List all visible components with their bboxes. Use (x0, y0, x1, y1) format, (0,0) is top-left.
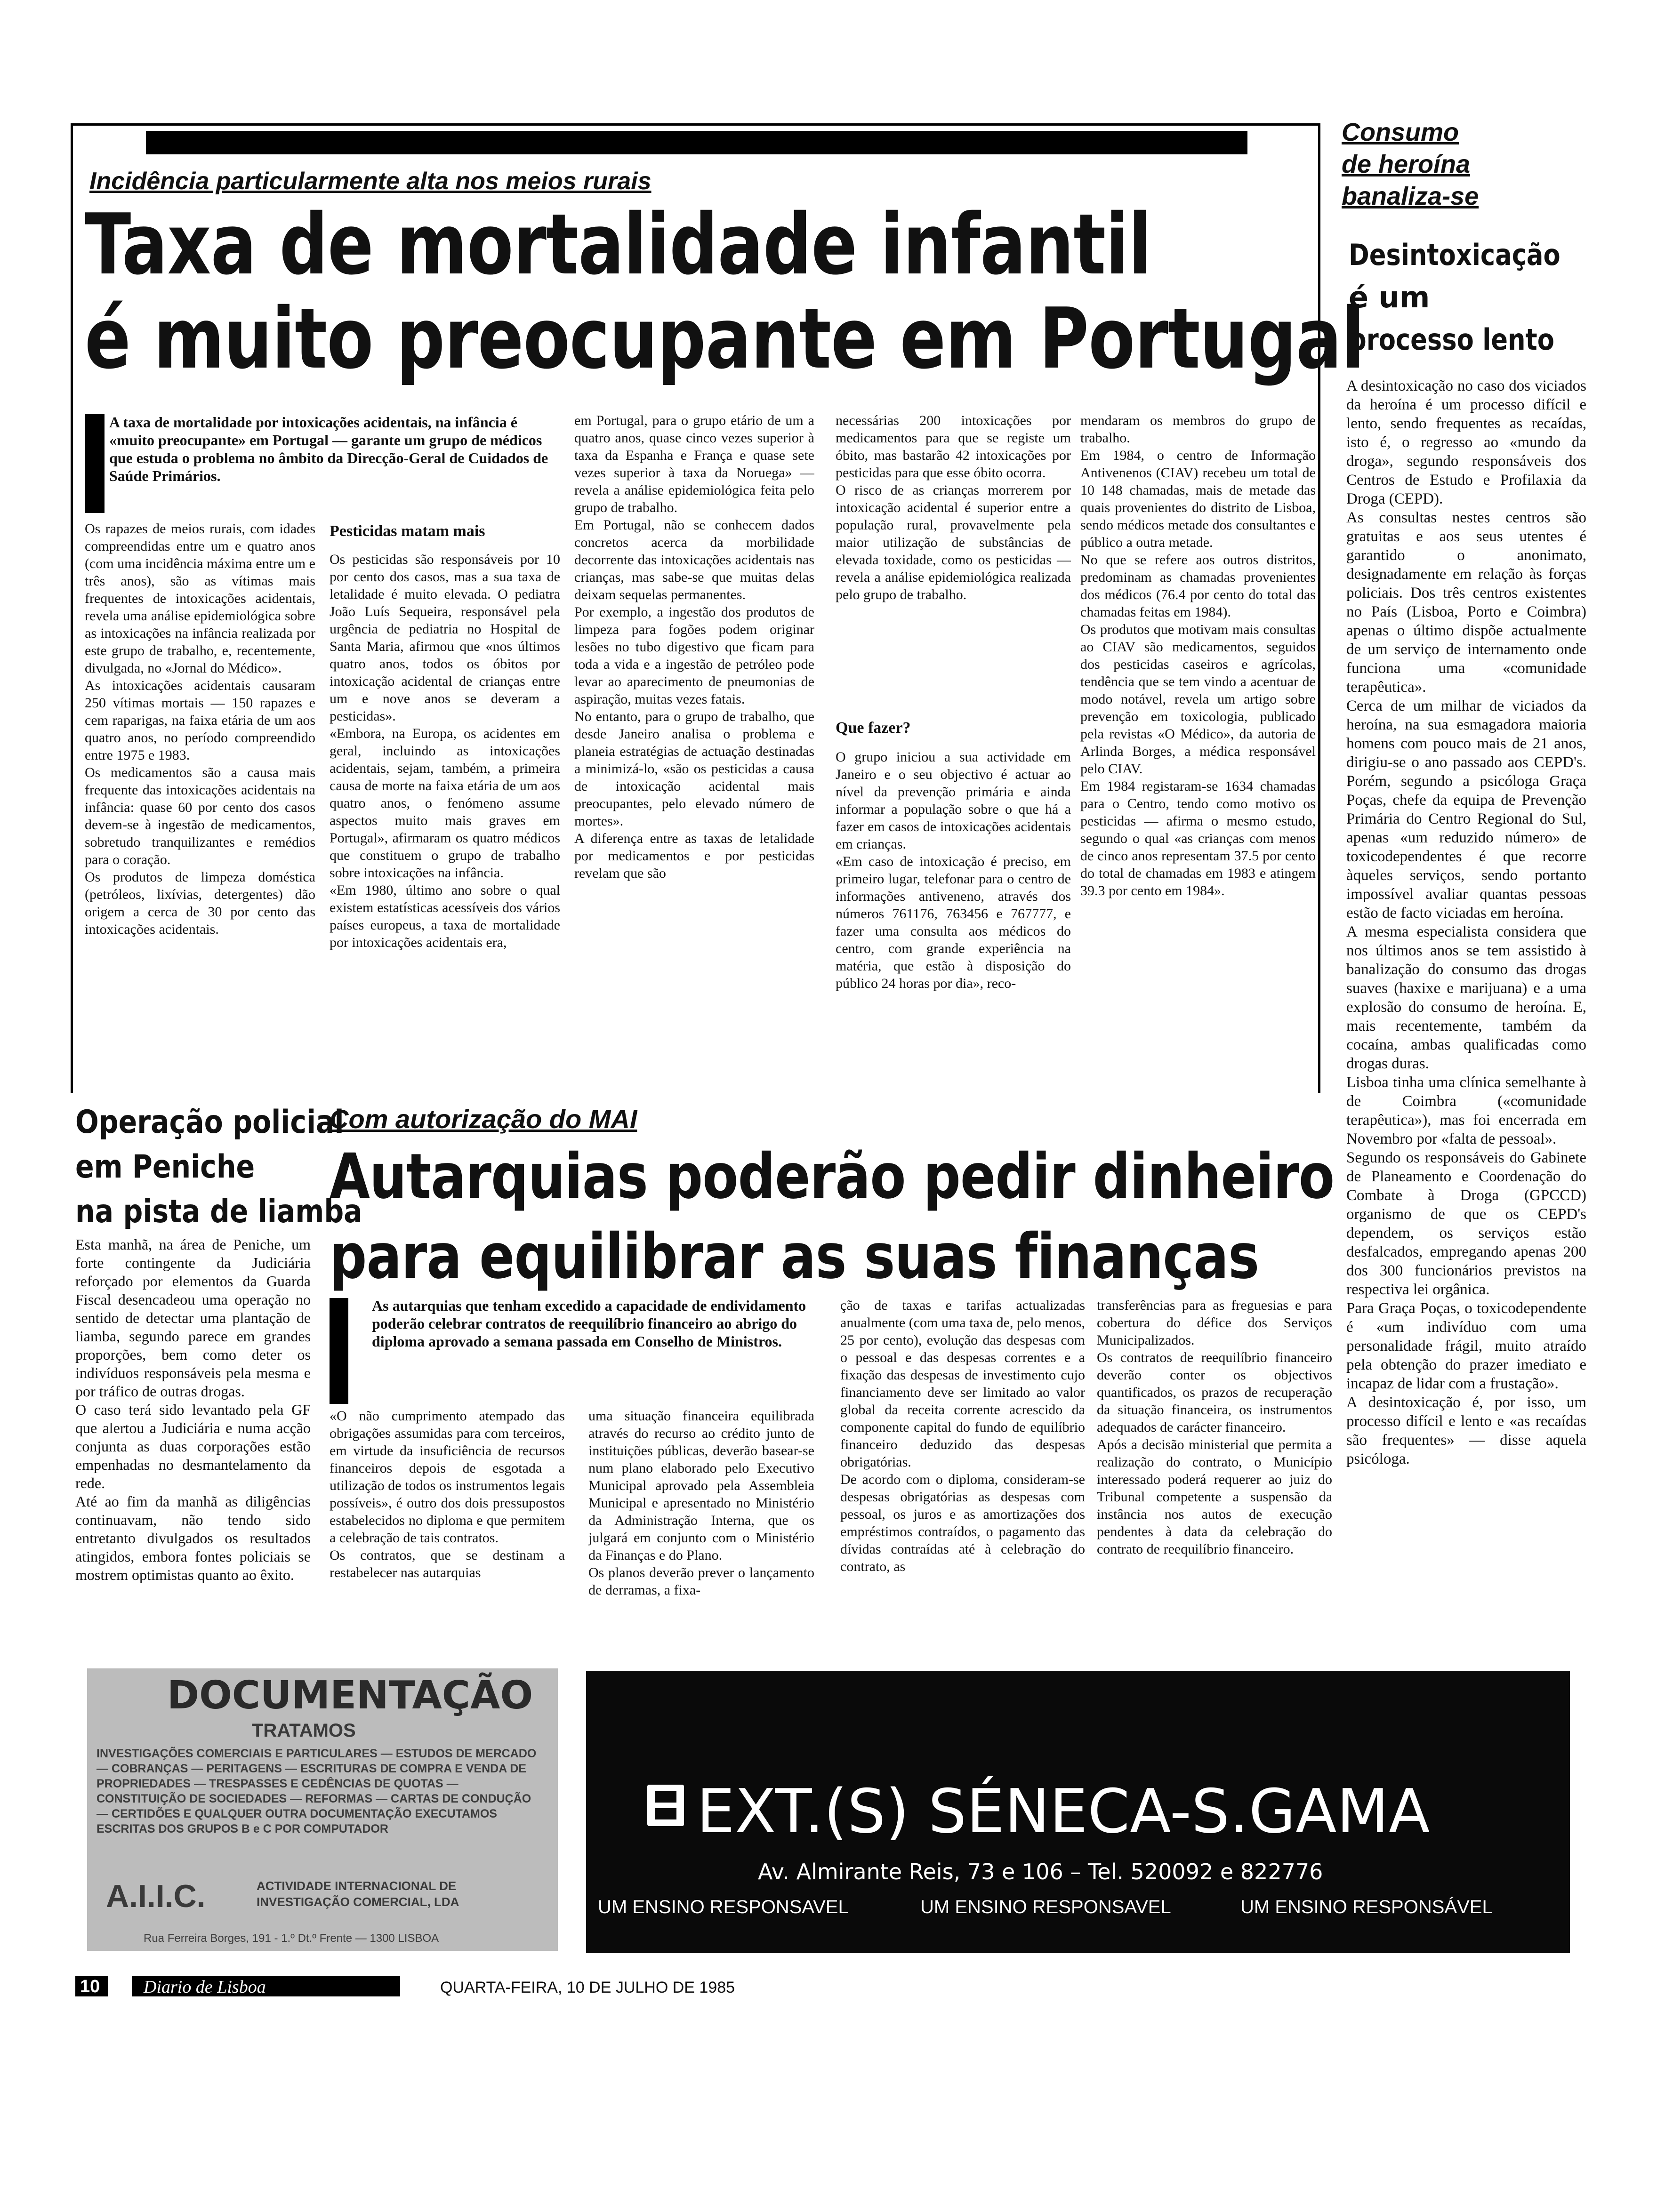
ad-seneca-logo-icon (647, 1785, 684, 1826)
autarquias-col-4: transferências para as freguesias e para cobertura do défice dos Serviços Municipalizados. Os contratos de reequilíbrio financeiro deverão conter os objectivos quantificados, os prazos de recuperação da situação financeira, os instrumentos adequados de carácter financeiro. Após a decisão ministerial que permita a realização do contrato, o Município interessado poderá requerer ao juiz do Tribunal competente a suspensão da instância nos autos de execução pendentes à data da celebração do contrato de reequilíbrio financeiro. (1097, 1298, 1332, 1557)
ad-doc-title: DOCUMENTAÇÃO (167, 1673, 533, 1718)
ad-seneca-slogan-2: UM ENSINO RESPONSAVEL (920, 1897, 1171, 1917)
ad-doc-body: INVESTIGAÇÕES COMERCIAIS E PARTICULARES — ESTUDOS DE MERCADO — COBRANÇAS — PERITAGENS — ESCRITURAS DE COMPRA E VENDA DE PROPRIEDADES — TRESPASSES E CEDÊNCIAS DE QUOTAS — CONSTITUIÇÃO DE SOCIEDADES — REFORMAS — CARTAS DE CONDUÇÃO — CERTIDÕES E QUALQUER OUTRA DOCUMENTAÇÃO EXECUTAMOS ESCRITAS DOS GRUPOS B e C POR COMPUTADOR (97, 1747, 537, 1835)
ad-seneca-slogan-1: UM ENSINO RESPONSAVEL (598, 1897, 849, 1917)
article-frame-left (71, 123, 73, 1093)
sidebar-kicker-1: Consumo (1342, 118, 1459, 146)
ad-seneca-address: Av. Almirante Reis, 73 e 106 – Tel. 520092 e 822776 (758, 1859, 1323, 1884)
main-col-1: Os rapazes de meios rurais, com idades compreendidas entre um e quatro anos (com uma incidência máxima entre um e três anos), são as vítimas mais frequentes de intoxicações acidentais, revela uma análise epidemiológica sobre as intoxicações na infância realizada por este grupo de trabalho, e, recentemente, divulgada, no «Jornal do Médico». As intoxicações acidentais causaram 250 vítimas mortais — 150 rapazes e cem raparigas, na faixa etária de um aos quatro anos, no período compreendido entre 1975 e 1983. Os medicamentos são a causa mais frequente das intoxicações acidentais na infância: quase 60 por cento dos casos devem-se à ingestão de medicamentos, sobretudo tranquilizantes e remédios para o coração. Os produtos de limpeza doméstica (petróleos, lixívias, detergentes) dão origem a cerca de 30 por cento das intoxicações acidentais. (85, 521, 315, 937)
main-col-5: mendaram os membros do grupo de trabalho. Em 1984, o centro de Informação Antivenenos (CIAV) recebeu um total de 10 148 chamadas, mais de metade das quais provenientes do distrito de Lisboa, sendo médicos metade dos consultantes e público a outra metade. No que se refere aos outros distritos, predominam as chamadas provenientes dos médicos (76.4 por cento do total das chamadas feitas em 1984). Os produtos que motivam mais consultas ao CIAV são medicamentos, seguidos dos pesticidas caseiros e agrícolas, tendência que se tem vindo a acentuar de modo notável, revela um artigo sobre prevenção em toxicologia, publicado pela revistas «O Médico», da autoria de Arlinda Borges, a médica responsável pelo CIAV. Em 1984 registaram-se 1634 chamadas para o Centro, tendo como motivo os pesticidas — afirma o mesmo estudo, segundo o qual «as crianças com menos de cinco anos representam 37.5 por cento do total de chamadas em 1983 e atingem 39.3 por cento em 1984». (1080, 413, 1316, 898)
ad-documentacao (87, 1668, 558, 1951)
ad-doc-address: Rua Ferreira Borges, 191 - 1.º Dt.º Frente — 1300 LISBOA (144, 1932, 439, 1945)
sidebar-body: A desintoxicação no caso dos viciados da heroína é um processo difícil e lento, sendo frequentes as recaídas, isto é, o regresso ao «mundo da droga», segundo responsáveis dos Centros de Estudo e Profilaxia da Droga (CEPD). As consultas nestes centros são gratuitas e aos seus utentes é garantido o anonimato, designadamente em relação às forças policiais. Dos três centros existentes no País (Lisboa, Porto e Coimbra) apenas o último dispõe actualmente de um serviço de internamento onde funciona uma «comunidade terapêutica». Cerca de um milhar de viciados da heroína, na sua esmagadora maioria homens com pouco mais de 21 anos, dirigiu-se o ano passado aos CEPD's. Porém, segundo a psicóloga Graça Poças, chefe da equipa de Prevenção Primária do Centro Regional do Sul, apenas «um reduzido número» de toxicodependentes é que recorre àqueles serviços, sendo portanto impossível avaliar quantas pessoas estão de facto viciadas em heroína. A mesma especialista considera que nos últimos anos se tem assistido à banalização do consumo das drogas suaves (haxixe e marijuana) e a uma explosão do consumo de heroína. E, mais recentemente, também da cocaína, ambas qualificadas como drogas duras. Lisboa tinha uma clínica semelhante à de Coimbra («comunidade terapêutica»), mas foi encerrada em Novembro por «falta de pessoal». Segundo os responsáveis do Gabinete de Planeamento e Coordenação do Combate à Droga (GPCCD) organismo de que os CEPD's dependem, os serviços estão desfalcados, empregando apenas 200 dos 300 funcionários previstos na respectiva lei orgânica. Para Graça Poças, o toxicodependente é «um indivíduo com uma personalidade frágil, muito atraído pela obtenção do prazer imediato e incapaz de lidar com a frustação». A desintoxicação é, por isso, um processo difícil e lento e «as recaídas são frequentes» — disse aquela psicóloga. (1346, 377, 1586, 1467)
masthead-text: Diario de Lisboa (144, 1977, 266, 1997)
masthead (132, 1976, 400, 1996)
sidebar-headline-2: é um (1349, 280, 1430, 314)
autarquias-lede: As autarquias que tenham excedido a capacidade de endividamento poderão celebrar contratos de reequilíbrio financeiro ao abrigo do diploma aprovado a semana passada em Conselho de Ministros. (372, 1297, 806, 1350)
main-headline-line1: Taxa de mortalidade infantil (85, 196, 1151, 293)
peniche-headline-2: em Peniche (75, 1148, 255, 1186)
main-col-2-subhead: Pesticidas matam mais (330, 522, 485, 540)
footer-date: QUARTA-FEIRA, 10 DE JULHO DE 1985 (440, 1979, 735, 1996)
main-lede: A taxa de mortalidade por intoxicações acidentais, na infância é «muito preocupante» em Portugal — garante um grupo de médicos que estuda o problema no âmbito da Direcção-Geral de Cuidados de Saúde Primários. (109, 414, 548, 484)
peniche-headline-1: Operação policial (75, 1104, 344, 1141)
ad-seneca (586, 1671, 1570, 1953)
sidebar-kicker-2: de heroína (1342, 150, 1471, 178)
article-frame-right (1318, 123, 1320, 1093)
autarquias-headline-line1: Autarquias poderão pedir dinheiro (330, 1140, 1335, 1213)
main-col-4-subhead: Que fazer? (836, 719, 911, 737)
peniche-headline-3: na pista de liamba (75, 1193, 362, 1230)
article-frame-top (71, 123, 1320, 126)
black-banner (146, 131, 1247, 154)
ad-doc-company: ACTIVIDADE INTERNACIONAL DE INVESTIGAÇÃO COMERCIAL, LDA (257, 1879, 459, 1909)
main-dropcap (85, 414, 105, 513)
autarquias-dropcap (330, 1298, 348, 1404)
main-headline-line2: é muito preocupante em Portugal (85, 290, 1365, 387)
autarquias-headline-line2: para equilibrar as suas finanças (330, 1220, 1259, 1293)
main-col-3: em Portugal, para o grupo etário de um a quatro anos, quase cinco vezes superior à taxa da Espanha e França e quase sete vezes superior à taxa da Noruega» — revela a análise epidemiológica feita pelo grupo de trabalho. Em Portugal, não se conhecem dados concretos acerca da morbilidade decorrente das intoxicações acidentais nas crianças, mas sabe-se que muitas delas deixam sequelas permanentes. Por exemplo, a ingestão dos produtos de limpeza para fogões podem originar lesões no tubo digestivo que ficam para toda a vida e a ingestão de petróleo pode levar ao aparecimento de pneumonias de aspiração, muitas vezes fatais. No entanto, para o grupo de trabalho, que desde Janeiro analisa o problema e planeia estratégias de actuação destinadas a minimizá-lo, «são os pesticidas a causa de intoxicação acidental mais preocupantes, pelo elevado número de mortes». A diferença entre as taxas de letalidade por medicamentos e por pesticidas revelam que são (574, 413, 814, 881)
peniche-body: Esta manhã, na área de Peniche, um forte contingente da Judiciária reforçado por elementos da Guarda Fiscal desencadeou uma operação no sentido de detectar uma plantação de liamba, segundo parece em grandes proporções, bem como deter os indivíduos responsáveis pela mesma e por tráfico de outras drogas. O caso terá sido levantado pela GF que alertou a Judiciária e numa acção conjunta as duas corporações estão empenhadas no desmantelamento da rede. Até ao fim da manhã as diligências continuavam, não tendo sido entretanto divulgados os resultados atingidos, embora fontes policiais se mostrem optimistas quanto ao êxito. (75, 1236, 311, 1583)
main-col-4a: necessárias 200 intoxicações por medicamentos para que se registe um óbito, mas bastarão 42 intoxicações por pesticidas para que esse óbito ocorra. O risco de as crianças morrerem por intoxicação acidental é superior entre a população rural, provavelmente pela maior utilização de substâncias de elevada toxidade, como os pesticidas — revela a análise epidemiológica realizada pelo grupo de trabalho. (836, 413, 1071, 602)
autarquias-col-2: uma situação financeira equilibrada através do recurso ao crédito junto de instituições públicas, deverão basear-se num plano elaborado pelo Executivo Municipal aprovado pela Assembleia Municipal e apresentado no Ministério da Administração Interna, que os julgará em conjunto com o Ministério da Finanças e do Plano. Os planos deverão prever o lançamento de derramas, a fixa- (588, 1408, 814, 1598)
main-col-2: Os pesticidas são responsáveis por 10 por cento dos casos, mas a sua taxa de letalidade é muito elevada. O pediatra João Luís Sequeira, responsável pela urgência de pediatria no Hospital de Santa Maria, afirmou que «nos últimos quatro anos, todos os óbitos por intoxicação acidental de crianças entre um e nove anos se deveram a pesticidas». «Embora, na Europa, os acidentes em geral, incluindo as intoxicações acidentais, sejam, também, a primeira causa de morte na faixa etária de um aos quatro anos, o fenómeno assume aspectos muito mais graves em Portugal», afirmaram os quatro médicos que constituem o grupo de trabalho sobre intoxicações na infância. «Em 1980, último ano sobre o qual existem estatísticas acessíveis dos vários países europeus, a taxa de mortalidade por intoxicações acidentais era, (330, 552, 560, 950)
autarquias-kicker: Com autorização do MAI (330, 1104, 637, 1134)
sidebar-headline-1: Desintoxicação (1349, 238, 1560, 272)
main-col-4b: O grupo iniciou a sua actividade em Janeiro e o seu objectivo é actuar ao nível da prevenção primária e ainda informar a população sobre o que há a fazer em casos de intoxicações acidentais em crianças. «Em caso de intoxicação é preciso, em primeiro lugar, telefonar para o centro de informações antiveneno, através dos números 761176, 763456 e 767777, e fazer uma consulta aos médicos do centro, com grande experiência na matéria, que estão à disposição do público 24 horas por dia», reco- (836, 749, 1071, 991)
ad-doc-subtitle: TRATAMOS (252, 1720, 356, 1741)
ad-doc-logo: A.I.I.C. (106, 1878, 206, 1914)
autarquias-col-3: ção de taxas e tarifas actualizadas anualmente (com uma taxa de, pelo menos, 25 por cento), evolução das despesas com o pessoal e das despesas correntes e a fixação das despesas de investimento cujo financiamento deve ser limitado ao valor global da receita corrente acrescido da componente capital do fundo de equilíbrio financeiro deduzido das despesas obrigatórias. De acordo com o diploma, consideram-se despesas obrigatórias as despesas com pessoal, os juros e as amortizações dos empréstimos contraídos, o pagamento das dívidas contraídas até à celebração do contrato, as (840, 1298, 1085, 1574)
sidebar-headline-3: processo lento (1349, 322, 1554, 357)
main-kicker: Incidência particularmente alta nos meios rurais (89, 168, 652, 195)
page-number: 10 (80, 1977, 100, 1996)
ad-seneca-slogan-3: UM ENSINO RESPONSÁVEL (1240, 1897, 1493, 1917)
page-number-box (75, 1976, 108, 1996)
ad-seneca-title: EXT.(S) SÉNECA-S.GAMA (697, 1777, 1430, 1847)
autarquias-col-1: «O não cumprimento atempado das obrigações assumidas para com terceiros, em virtude da insuficiência de recursos financeiros depois de esgotada a utilização de todos os instrumentos legais possíveis», é outro dos dois pressupostos estabelecidos no diploma e que permitem a celebração de tais contratos. Os contratos, que se destinam a restabelecer nas autarquias (330, 1408, 565, 1580)
sidebar-kicker-3: banaliza-se (1342, 182, 1479, 210)
